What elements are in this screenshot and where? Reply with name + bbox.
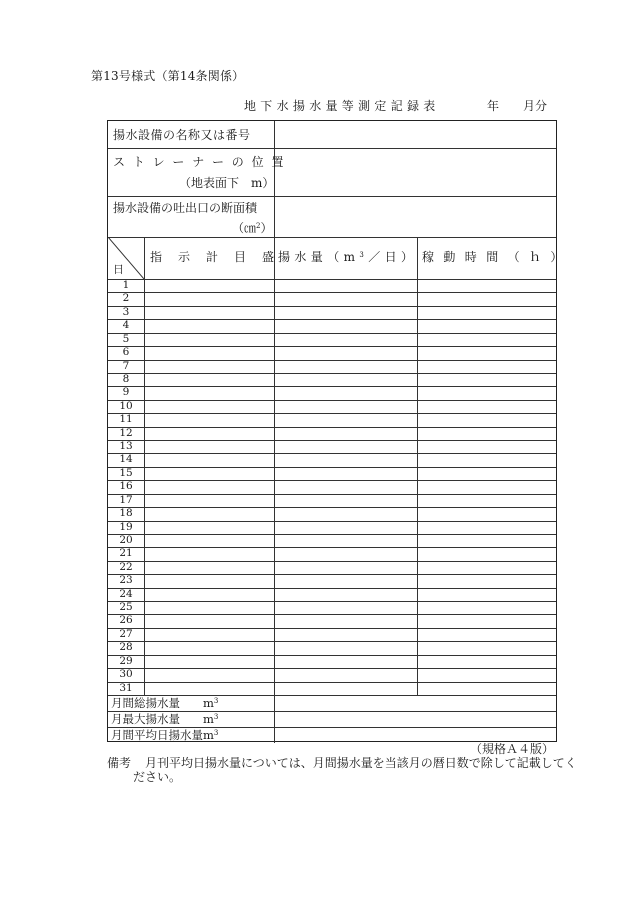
day-number: 30 — [119, 668, 133, 681]
day-number: 26 — [119, 614, 133, 627]
row-rule — [108, 292, 556, 293]
meter-cell[interactable] — [144, 386, 274, 399]
day-number: 23 — [119, 574, 133, 587]
month-label: 月分 — [523, 99, 548, 113]
pump-cell[interactable] — [274, 427, 417, 440]
row-rule — [108, 507, 556, 508]
meter-cell[interactable] — [144, 614, 274, 627]
hours-cell[interactable] — [417, 628, 557, 641]
hours-cell[interactable] — [417, 360, 557, 373]
meter-header: 指 示 計 目 盛 — [150, 250, 277, 264]
hours-cell[interactable] — [417, 386, 557, 399]
row-rule — [108, 534, 556, 535]
hours-cell[interactable] — [417, 655, 557, 668]
row-rule — [108, 655, 556, 656]
pump-cell[interactable] — [274, 400, 417, 413]
row-rule — [108, 306, 556, 307]
hours-cell[interactable] — [417, 668, 557, 681]
meter-cell[interactable] — [144, 521, 274, 534]
meter-cell[interactable] — [144, 601, 274, 614]
pump-cell[interactable] — [274, 292, 417, 305]
hours-cell[interactable] — [417, 373, 557, 386]
row-rule — [108, 360, 556, 361]
day-number: 13 — [119, 440, 133, 453]
pump-cell[interactable] — [274, 413, 417, 426]
meter-cell[interactable] — [144, 668, 274, 681]
row-rule — [108, 440, 556, 441]
meter-cell[interactable] — [144, 507, 274, 520]
year-label: 年 — [487, 99, 500, 113]
meter-cell[interactable] — [144, 655, 274, 668]
monthly-avg-field[interactable] — [274, 727, 557, 743]
size-note: （規格Ａ４版） — [470, 742, 555, 756]
pump-cell[interactable] — [274, 279, 417, 292]
day-number: 7 — [122, 359, 130, 372]
meter-cell[interactable] — [144, 453, 274, 466]
hours-cell[interactable] — [417, 574, 557, 587]
hours-cell[interactable] — [417, 319, 557, 332]
meter-cell[interactable] — [144, 360, 274, 373]
meter-cell[interactable] — [144, 641, 274, 654]
meter-cell[interactable] — [144, 467, 274, 480]
meter-cell[interactable] — [144, 279, 274, 292]
day-number: 27 — [119, 627, 133, 640]
pump-cell[interactable] — [274, 655, 417, 668]
monthly-avg-label: 月間平均日揚水量$m^3$ — [111, 728, 219, 742]
meter-cell[interactable] — [144, 494, 274, 507]
row-rule — [108, 319, 556, 320]
day-header: 日 — [113, 263, 124, 276]
day-number: 19 — [119, 520, 133, 533]
meter-cell[interactable] — [144, 574, 274, 587]
hours-cell[interactable] — [417, 588, 557, 601]
row-rule — [108, 494, 556, 495]
day-number: 8 — [122, 372, 130, 385]
outlet-area-sub: （㎝$^2$） — [232, 221, 273, 235]
hours-cell[interactable] — [417, 413, 557, 426]
pump-cell[interactable] — [274, 561, 417, 574]
hours-cell[interactable] — [417, 292, 557, 305]
pump-cell[interactable] — [274, 628, 417, 641]
day-number: 6 — [122, 346, 130, 359]
pump-cell[interactable] — [274, 534, 417, 547]
page-title: 地下水揚水量等測定記録表 — [244, 99, 440, 113]
outlet-area-field[interactable] — [274, 196, 557, 237]
row-rule — [108, 346, 556, 347]
outlet-area-label: 揚水設備の吐出口の断面積 — [113, 201, 258, 215]
pump-cell[interactable] — [274, 386, 417, 399]
day-number: 5 — [122, 332, 130, 345]
remark-label: 備考 — [107, 756, 132, 770]
meter-cell[interactable] — [144, 306, 274, 319]
pump-cell[interactable] — [274, 588, 417, 601]
monthly-max-field[interactable] — [274, 711, 557, 727]
meter-cell[interactable] — [144, 427, 274, 440]
pump-cell[interactable] — [274, 494, 417, 507]
hours-cell[interactable] — [417, 494, 557, 507]
remark-continuation: ださい。 — [133, 770, 182, 784]
pump-cell[interactable] — [274, 682, 417, 695]
pump-cell[interactable] — [274, 453, 417, 466]
pump-cell[interactable] — [274, 346, 417, 359]
rule-3 — [108, 237, 556, 238]
row-rule — [108, 427, 556, 428]
monthly-max-label: 月最大揚水量 $m^3$ — [111, 712, 219, 726]
row-rule — [108, 628, 556, 629]
hours-header: 稼動時間（ｈ） — [422, 250, 572, 264]
day-number: 18 — [119, 507, 133, 520]
meter-cell[interactable] — [144, 319, 274, 332]
pump-cell[interactable] — [274, 333, 417, 346]
row-rule — [108, 467, 556, 468]
meter-cell[interactable] — [144, 346, 274, 359]
strainer-label: ストレーナーの位置 — [113, 155, 292, 169]
row-rule — [108, 521, 556, 522]
meter-cell[interactable] — [144, 333, 274, 346]
hours-cell[interactable] — [417, 279, 557, 292]
day-number: 14 — [119, 453, 133, 466]
row-rule — [108, 333, 556, 334]
hours-cell[interactable] — [417, 521, 557, 534]
hours-cell[interactable] — [417, 601, 557, 614]
pump-cell[interactable] — [274, 641, 417, 654]
day-number: 25 — [119, 601, 133, 614]
pump-cell[interactable] — [274, 319, 417, 332]
title-line — [0, 97, 630, 113]
hours-cell[interactable] — [417, 641, 557, 654]
meter-cell[interactable] — [144, 547, 274, 560]
meter-cell[interactable] — [144, 588, 274, 601]
row-rule — [108, 547, 556, 548]
day-number: 20 — [119, 533, 133, 546]
meter-cell[interactable] — [144, 534, 274, 547]
hours-cell[interactable] — [417, 346, 557, 359]
day-number: 17 — [119, 493, 133, 506]
hours-cell[interactable] — [417, 682, 557, 695]
hours-cell[interactable] — [417, 534, 557, 547]
meter-cell[interactable] — [144, 413, 274, 426]
day-number: 24 — [119, 587, 133, 600]
row-rule — [108, 641, 556, 642]
pump-cell[interactable] — [274, 601, 417, 614]
day-number: 9 — [122, 386, 130, 399]
hours-cell[interactable] — [417, 333, 557, 346]
day-number: 3 — [122, 305, 130, 318]
day-number: 15 — [119, 466, 133, 479]
row-rule — [108, 614, 556, 615]
hours-cell[interactable] — [417, 453, 557, 466]
row-rule — [108, 561, 556, 562]
day-number: 29 — [119, 654, 133, 667]
monthly-total-label: 月間総揚水量 $m^3$ — [111, 696, 219, 710]
pump-cell[interactable] — [274, 480, 417, 493]
row-rule — [108, 480, 556, 481]
day-number: 22 — [119, 560, 133, 573]
facility-name-label: 揚水設備の名称又は番号 — [113, 128, 251, 142]
facility-name-field[interactable] — [274, 121, 557, 148]
day-number: 4 — [122, 319, 130, 332]
row-rule — [108, 574, 556, 575]
form-number: 第13号様式（第14条関係） — [91, 69, 245, 83]
meter-cell[interactable] — [144, 561, 274, 574]
pump-cell[interactable] — [274, 521, 417, 534]
hours-cell[interactable] — [417, 480, 557, 493]
pump-cell[interactable] — [274, 547, 417, 560]
hours-cell[interactable] — [417, 614, 557, 627]
hours-cell[interactable] — [417, 547, 557, 560]
row-rule — [108, 601, 556, 602]
row-rule — [108, 453, 556, 454]
strainer-field[interactable] — [274, 148, 557, 196]
pump-cell[interactable] — [274, 507, 417, 520]
row-rule — [108, 588, 556, 589]
meter-cell[interactable] — [144, 373, 274, 386]
pump-cell[interactable] — [274, 614, 417, 627]
row-rule — [108, 668, 556, 669]
row-rule — [108, 413, 556, 414]
record-table — [107, 120, 572, 742]
hours-cell[interactable] — [417, 440, 557, 453]
day-number: 11 — [119, 413, 133, 426]
day-number: 16 — [119, 480, 133, 493]
pump-cell[interactable] — [274, 306, 417, 319]
row-rule — [108, 373, 556, 374]
monthly-total-field[interactable] — [274, 695, 557, 711]
strainer-sub: （地表面下 m） — [179, 176, 275, 190]
hours-cell[interactable] — [417, 400, 557, 413]
pump-cell[interactable] — [274, 668, 417, 681]
day-number: 12 — [119, 426, 133, 439]
meter-cell[interactable] — [144, 400, 274, 413]
pump-cell[interactable] — [274, 467, 417, 480]
hours-cell[interactable] — [417, 507, 557, 520]
pump-cell[interactable] — [274, 574, 417, 587]
pump-cell[interactable] — [274, 440, 417, 453]
pump-header: 揚水量（$m^3/$日） — [278, 250, 418, 264]
day-number: 28 — [119, 641, 133, 654]
pump-cell[interactable] — [274, 373, 417, 386]
meter-cell[interactable] — [144, 682, 274, 695]
hours-cell[interactable] — [417, 561, 557, 574]
remark-text: 月刊平均日揚水量については、月間揚水量を当該月の暦日数で除して記載してく — [145, 756, 577, 770]
meter-cell[interactable] — [144, 628, 274, 641]
day-number: 2 — [122, 292, 130, 305]
row-rule — [108, 386, 556, 387]
row-rule — [108, 682, 556, 683]
day-number: 1 — [122, 279, 130, 291]
meter-cell[interactable] — [144, 440, 274, 453]
day-number: 31 — [119, 681, 133, 694]
hours-cell[interactable] — [417, 306, 557, 319]
day-number: 10 — [119, 399, 133, 412]
day-number: 21 — [119, 547, 133, 560]
hours-cell[interactable] — [417, 467, 557, 480]
pump-cell[interactable] — [274, 360, 417, 373]
meter-cell[interactable] — [144, 292, 274, 305]
meter-cell[interactable] — [144, 480, 274, 493]
row-rule — [108, 400, 556, 401]
hours-cell[interactable] — [417, 427, 557, 440]
